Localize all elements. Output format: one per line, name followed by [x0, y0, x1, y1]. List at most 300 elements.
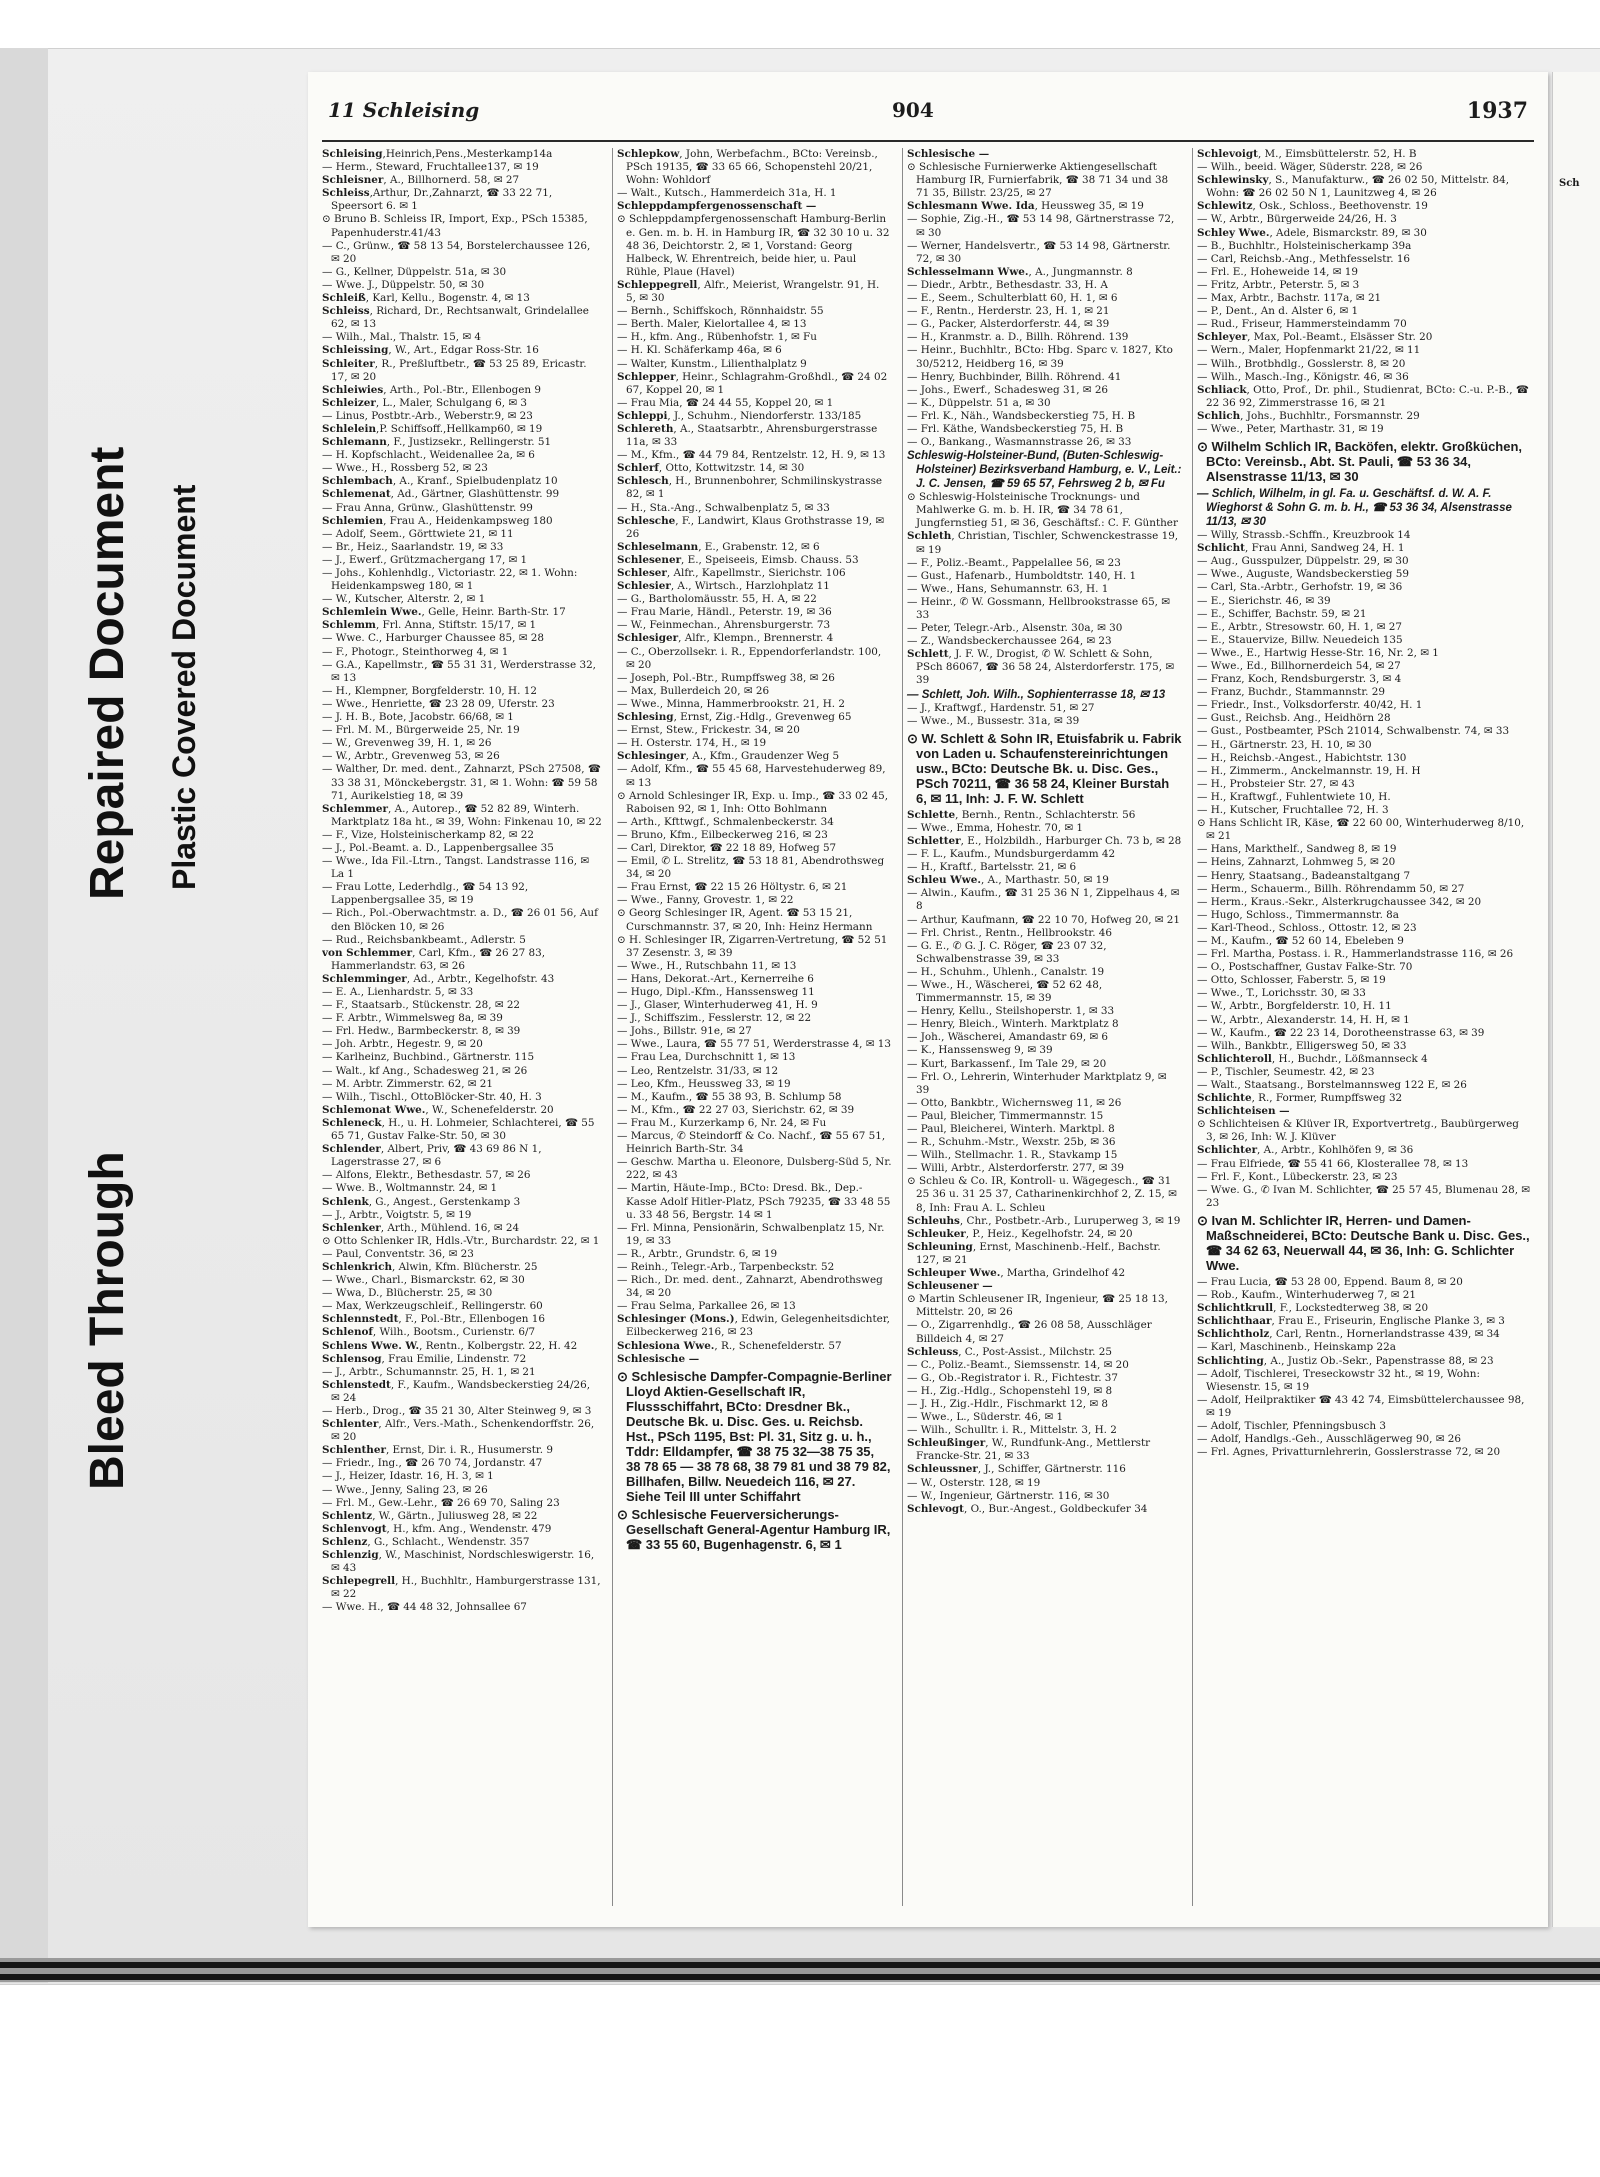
directory-entry: Schlenkrich, Alwin, Kfm. Blücherstr. 25: [322, 1260, 538, 1273]
directory-entry: Schlensog, Frau Emilie, Lindenstr. 72: [322, 1352, 527, 1365]
directory-entry: — Adolf, Heilpraktiker ☎ 43 42 74, Eimsbüttelerchaussee 98, ✉ 19: [1197, 1393, 1525, 1419]
directory-entry: — Henry, Bleich., Winterh. Marktplatz 8: [907, 1018, 1119, 1031]
directory-entry: Schlennstedt, F., Pol.-Btr., Ellenbogen 16: [322, 1313, 545, 1326]
directory-entry: Schlichteroll, H., Buchdr., Lößmannseck 4: [1197, 1052, 1428, 1065]
directory-entry: — Emil, ✆ L. Strelitz, ☎ 53 18 81, Abendrothsweg 34, ✉ 20: [617, 855, 885, 881]
directory-entry: ⊙ Schleppdampfergenossenschaft Hamburg-Berlin e. Gen. m. b. H. in Hamburg IR, ☎ 32 30 10 u. 32 48 36, Deichtorstr. 2, ✉ 1, Vorstand: Georg Halbeck, W. Ehrentreich, beide hier, u. Paul Rühle, Plaue (Havel): [617, 213, 890, 278]
bleed-through-label: Bleed Through: [81, 1151, 134, 1490]
directory-entry: ⊙ W. Schlett & Sohn IR, Etuisfabrik u. Fabrik von Laden u. Schaufenstereinrichtungen usw., BCto: Deutsche Bk. u. Disc. Ges., PSch 70211, ☎ 36 58 24, Kleiner Burstah 6, ✉ 11, Inh: J. F. W. Schlett: [907, 730, 1182, 806]
directory-entry: ⊙ Otto Schlenker IR, Hdls.-Vtr., Burchardstr. 22, ✉ 1: [322, 1234, 600, 1247]
directory-entry: — W., Arbtr., Bürgerweide 24/26, H. 3: [1197, 213, 1397, 226]
directory-entry: — Rud., Friseur, Hammersteindamm 70: [1197, 318, 1407, 331]
directory-entry: — W., Arbtr., Alexanderstr. 14, H. H, ✉ 1: [1197, 1013, 1410, 1026]
directory-entry: Schlemenat, Ad., Gärtner, Glashüttenstr. 99: [322, 488, 560, 501]
directory-entry: Schlepper, Heinr., Schlagrahm-Großhdl., ☎ 24 02 67, Koppel 20, ✉ 1: [617, 370, 888, 396]
columns: [322, 148, 1534, 1906]
directory-entry: — Z., Wandsbeckerchaussee 264, ✉ 23: [907, 635, 1112, 648]
directory-entry: — Wwe., Henriette, ☎ 23 28 09, Uferstr. 23: [322, 697, 555, 710]
directory-entry: — Hugo, Dipl.-Kfm., Hanssensweg 11: [617, 986, 815, 998]
directory-entry: Schleselmann, E., Grabenstr. 12, ✉ 6: [617, 540, 820, 553]
directory-entry: Schlemmer, A., Autorep., ☎ 52 82 89, Winterh. Marktplatz 18a ht., ✉ 39, Wohn: Finkenau 10, ✉ 22: [322, 802, 602, 828]
directory-entry: — Herm., Schauerm., Billh. Röhrendamm 50, ✉ 27: [1197, 882, 1465, 895]
directory-entry: Schlichtholz, Carl, Rentn., Hornerlandstrasse 439, ✉ 34: [1197, 1328, 1500, 1341]
directory-entry: — K., Hanssensweg 9, ✉ 39: [907, 1044, 1053, 1057]
directory-entry: — Friedr., Inst., Volksdorferstr. 40/42, H. 1: [1197, 699, 1423, 712]
directory-entry: Schlelein,P. Schiffsoff.,Hellkamp60, ✉ 19: [322, 422, 543, 435]
directory-entry: ⊙ Bruno B. Schleiss IR, Import, Exp., PSch 15385, Papenhuderstr.41/43: [322, 213, 588, 239]
directory-entry: — Wwe., Charl., Bismarckstr. 62, ✉ 30: [322, 1274, 525, 1287]
directory-entry: — R., Arbtr., Grundstr. 6, ✉ 19: [617, 1247, 778, 1260]
directory-entry: — Wwe., Ida Fil.-Ltrn., Tangst. Landstrasse 116, ✉ La 1: [322, 855, 590, 881]
directory-entry: — Wwe., Jenny, Saling 23, ✉ 26: [322, 1483, 488, 1496]
directory-entry: — Paul, Bleicher, Timmermannstr. 15: [907, 1109, 1104, 1122]
directory-entry: Schleiter, R., Preßluftbetr., ☎ 53 25 89, Ericastr. 17, ✉ 20: [322, 357, 587, 383]
directory-entry: Schleizer, L., Maler, Schulgang 6, ✉ 3: [322, 396, 528, 409]
directory-entry: — Wwe., H., Wäscherei, ☎ 52 62 48, Timmermannstr. 15, ✉ 39: [907, 978, 1103, 1005]
directory-entry: ⊙ Martin Schleusener IR, Ingenieur, ☎ 25 18 13, Mittelstr. 20, ✉ 26: [907, 1293, 1168, 1319]
directory-entry: — Wwe., Auguste, Wandsbeckerstieg 59: [1197, 568, 1409, 581]
directory-entry: — Aug., Gusspulzer, Düppelstr. 29, ✉ 30: [1197, 555, 1409, 568]
directory-entry: — Walt., Staatsang., Borstelmannsweg 122 E, ✉ 26: [1197, 1079, 1467, 1091]
directory-entry: Schleiss, Richard, Dr., Rechtsanwalt, Grindelallee 62, ✉ 13: [322, 305, 589, 331]
directory-entry: Schleuning, Ernst, Maschinenb.-Helf., Bachstr. 127, ✉ 21: [907, 1240, 1161, 1266]
directory-entry: — M., Kfm., ☎ 22 27 03, Sierichstr. 62, ✉ 39: [617, 1103, 855, 1116]
directory-entry: — Adolf, Tischler, Pfenningsbusch 3: [1197, 1419, 1386, 1432]
directory-entry: — H., Kraftwgf., Fuhlentwiete 10, H.: [1197, 790, 1391, 803]
directory-entry: — Wwe., T., Lorichsstr. 30, ✉ 33: [1197, 987, 1366, 1000]
directory-entry: — F., Poliz.-Beamt., Pappelallee 56, ✉ 23: [907, 556, 1121, 569]
directory-entry: — Wwe., Emma, Hohestr. 70, ✉ 1: [907, 821, 1083, 834]
directory-entry: — Wwe., H., Rossberg 52, ✉ 23: [322, 462, 488, 475]
directory-entry: Schley Wwe., Adele, Bismarckstr. 89, ✉ 30: [1197, 226, 1427, 239]
directory-entry: — H. Osterstr. 174, H., ✉ 19: [617, 737, 767, 750]
directory-entry: — C., Poliz.-Beamt., Siemssenstr. 14, ✉ 20: [907, 1358, 1129, 1371]
year: 1937: [1466, 98, 1528, 124]
directory-entry: Schlichthaar, Frau E., Friseurin, Englische Planke 3, ✉ 3: [1197, 1315, 1505, 1328]
directory-entry: — Wilh., Mal., Thalstr. 15, ✉ 4: [322, 331, 482, 344]
directory-entry: — G., Bartholomäusstr. 55, H. A, ✉ 22: [617, 593, 817, 606]
directory-entry: Schlemonat Wwe., W., Schenefelderstr. 20: [322, 1103, 554, 1116]
directory-entry: ⊙ Hans Schlicht IR, Käse, ☎ 22 60 00, Winterhuderweg 8/10, ✉ 21: [1197, 817, 1525, 843]
directory-entry: Schlesener, E., Speiseeis, Eimsb. Chauss. 53: [617, 553, 859, 566]
directory-entry: — Franz, Buchdr., Stammannstr. 29: [1197, 686, 1385, 699]
directory-entry: — Arthur, Kaufmann, ☎ 22 10 70, Hofweg 20, ✉ 21: [907, 913, 1181, 926]
directory-entry: — Berth. Maler, Kielortallee 4, ✉ 13: [617, 318, 807, 331]
directory-entry: — H., Zig.-Hdlg., Schopenstehl 19, ✉ 8: [907, 1384, 1113, 1397]
directory-entry: — Frl. E., Hoheweide 14, ✉ 19: [1197, 265, 1358, 278]
directory-entry: — Frl. M., Gew.-Lehr., ☎ 26 69 70, Saling 23: [322, 1496, 560, 1509]
directory-entry: — Henry, Buchbinder, Billh. Röhrend. 41: [907, 370, 1122, 383]
directory-entry: Schlesselmann Wwe., A., Jungmannstr. 8: [907, 265, 1133, 278]
directory-entry: ⊙ Wilhelm Schlich IR, Backöfen, elektr. Großküchen, BCto: Vereinsb., Abt. St. Pauli, ☎ 53 36 34, Alsenstrasse 11/13, ✉ 30: [1197, 439, 1523, 485]
directory-entry: — Willy, Strassb.-Schffn., Kreuzbrook 14: [1197, 529, 1411, 542]
directory-entry: — G., Ob.-Registrator i. R., Fichtestr. 37: [907, 1371, 1119, 1384]
directory-entry: Schlichting, A., Justiz Ob.-Sekr., Papenstrasse 88, ✉ 23: [1197, 1354, 1494, 1367]
directory-entry: — Kurt, Barkassenf., Im Tale 29, ✉ 20: [907, 1057, 1107, 1070]
directory-entry: — Wilh., Bankbtr., Elligersweg 50, ✉ 33: [1197, 1039, 1407, 1052]
directory-entry: — Frl. Minna, Pensionärin, Schwalbenplatz 15, Nr. 19, ✉ 33: [617, 1221, 885, 1247]
directory-entry: Schleppegrell, Alfr., Meierist, Wrangelstr. 91, H. 5, ✉ 30: [617, 278, 880, 305]
plastic-covered-label: Plastic Covered Document: [166, 484, 202, 890]
directory-entry: Schleuss, C., Post-Assist., Milchstr. 25: [907, 1345, 1113, 1358]
directory-entry: — Schlich, Wilhelm, in gl. Fa. u. Geschäftsf. d. W. A. F. Wieghorst & Sohn G. m. b. H., ☎ 53 36 34, Alsenstrasse 11/13, ✉ 30: [1197, 488, 1512, 529]
directory-entry: — W., Kaufm., ☎ 22 23 14, Dorotheenstrasse 63, ✉ 39: [1197, 1026, 1485, 1039]
directory-entry: — Karl-Theod., Schloss., Ottostr. 12, ✉ 23: [1197, 921, 1417, 934]
directory-entry: ⊙ Schlesische Feuerversicherungs-Gesellschaft General-Agentur Hamburg IR, ☎ 33 55 60, Bugenhagenstr. 6, ✉ 1: [617, 1506, 891, 1552]
directory-entry: — Schlett, Joh. Wilh., Sophienterrasse 18, ✉ 13: [907, 688, 1166, 701]
directory-entry: Schleiß, Karl, Kellu., Bogenstr. 4, ✉ 13: [322, 292, 530, 305]
directory-entry: Schleppi, J., Schuhm., Niendorferstr. 133/185: [617, 409, 862, 422]
directory-entry: — Frl. Martha, Postass. i. R., Hammerlandstrasse 116, ✉ 26: [1197, 948, 1514, 961]
directory-entry: — Walther, Dr. med. dent., Zahnarzt, PSch 27508, ☎ 33 38 31, Mönckebergstr. 31, ✉ 1. Wohn: ☎ 59 58 71, Aurikelstieg 18, ✉ 39: [322, 763, 601, 802]
directory-entry: — O., Postschaffner, Gustav Falke-Str. 70: [1197, 961, 1413, 974]
directory-entry: — Johs., Kohlenhdlg., Victoriastr. 22, ✉ 1. Wohn: Heidenkampsweg 180, ✉ 1: [322, 567, 578, 593]
directory-entry: Schleising,Heinrich,Pens.,Mesterkamp14a: [322, 148, 553, 160]
directory-entry: — P., Tischler, Seumestr. 42, ✉ 23: [1197, 1065, 1375, 1078]
directory-entry: — Otto, Schlosser, Faberstr. 5, ✉ 19: [1197, 974, 1386, 987]
directory-entry: Schlichte, R., Former, Rumpffsweg 32: [1197, 1092, 1403, 1105]
directory-entry: — Hugo, Schloss., Timmermannstr. 8a: [1197, 908, 1399, 921]
directory-entry: — Wwe., Ed., Billhornerdeich 54, ✉ 27: [1197, 660, 1401, 672]
directory-entry: Schlette, Bernh., Rentn., Schlachterstr. 56: [907, 808, 1136, 821]
directory-entry: — Wwe., Peter, Marthastr. 31, ✉ 19: [1197, 422, 1384, 435]
directory-entry: — Wilh., Schulltr. i. R., Mittelstr. 3, H. 2: [907, 1424, 1117, 1437]
directory-entry: Schlemann, F., Justizsekr., Rellingerstr. 51: [322, 436, 552, 449]
directory-entry: ⊙ Schleswig-Holsteinische Trocknungs- und Mahlwerke G. m. b. H. IR, ☎ 34 78 61, Jungfernstieg 51, ✉ 36, Geschäftsf.: C. F. Günther: [907, 491, 1178, 530]
directory-entry: — Gust., Reichsb. Ang., Heidhörn 28: [1197, 712, 1391, 725]
directory-entry: — H., kfm. Ang., Rübenhofstr. 1, ✉ Fu: [617, 331, 817, 344]
directory-entry: Schleser, Alfr., Kapellmstr., Sierichstr. 106: [617, 567, 846, 579]
scanner-bottom-band: [0, 1958, 1600, 1982]
directory-entry: — Wwe., Laura, ☎ 55 77 51, Werderstrasse 4, ✉ 13: [617, 1038, 891, 1051]
directory-entry: Schlenk, G., Angest., Gerstenkamp 3: [322, 1195, 521, 1208]
directory-entry: — Max, Arbtr., Bachstr. 117a, ✉ 21: [1197, 292, 1382, 305]
directory-entry: — Arth., Kfttwgf., Schmalenbeckerstr. 34: [617, 815, 834, 828]
directory-entry: Schlesche, F., Landwirt, Klaus Grothstrasse 19, ✉ 26: [617, 514, 885, 540]
directory-entry: — F. Arbtr., Wimmelsweg 8a, ✉ 39: [322, 1012, 503, 1025]
directory-entry: Schlesische —: [617, 1352, 700, 1365]
directory-entry: — Br., Heiz., Saarlandstr. 19, ✉ 33: [322, 540, 504, 553]
directory-entry: von Schlemmer, Carl, Kfm., ☎ 26 27 83, Hammerlandstr. 63, ✉ 26: [322, 946, 546, 972]
directory-entry: — Adolf, Handlgs.-Geh., Ausschlägerweg 90, ✉ 26: [1197, 1433, 1461, 1446]
directory-entry: — Paul, Bleicherei, Winterh. Marktpl. 8: [907, 1123, 1115, 1135]
directory-entry: — P., Dent., An d. Alster 6, ✉ 1: [1197, 305, 1359, 318]
directory-entry: — Wwe., Fanny, Grovestr. 1, ✉ 22: [617, 894, 794, 907]
directory-entry: — J., Heizer, Idastr. 16, H. 3, ✉ 1: [322, 1470, 494, 1483]
directory-entry: Schlenz, G., Schlacht., Wendenstr. 357: [322, 1535, 530, 1548]
directory-entry: Schlender, Albert, Priv, ☎ 43 69 86 N 1, Lagerstrasse 27, ✉ 6: [322, 1143, 542, 1169]
directory-entry: Schlesische —: [907, 148, 990, 160]
page-header: [322, 98, 1534, 134]
directory-entry: — W., Ingenieur, Gärtnerstr. 116, ✉ 30: [907, 1489, 1110, 1502]
directory-entry: — Gust., Postbeamter, PSch 21014, Schwalbenstr. 74, ✉ 33: [1197, 725, 1510, 738]
directory-entry: — Wwe., E., Hartwig Hesse-Str. 16, Nr. 2, ✉ 1: [1197, 646, 1439, 659]
directory-entry: — G., Kellner, Düppelstr. 51a, ✉ 30: [322, 265, 507, 278]
directory-entry: — J., Pol.-Beamt. a. D., Lappenbergsallee 35: [322, 841, 554, 854]
directory-entry: — Friedr., Ing., ☎ 26 70 74, Jordanstr. 47: [322, 1457, 543, 1470]
directory-entry: Schlenter, Alfr., Vers.-Math., Schenkendorffstr. 26, ✉ 20: [322, 1418, 595, 1444]
directory-entry: — Heinr., ✆ W. Gossmann, Hellbrookstrasse 65, ✉ 33: [907, 595, 1170, 621]
directory-page: [308, 72, 1548, 1927]
directory-entry: — Wwe., H., Rutschbahn 11, ✉ 13: [617, 959, 797, 972]
directory-entry: — Wilh., Brotbhdlg., Gosslerstr. 8, ✉ 20: [1197, 357, 1406, 370]
directory-entry: — Wwe., Hans, Sehumannstr. 63, H. 1: [907, 582, 1109, 595]
directory-entry: — C., Grünw., ☎ 58 13 54, Borstelerchaussee 126, ✉ 20: [322, 239, 591, 265]
directory-entry: — Herm., Kraus.-Sekr., Alsterkrugchaussee 342, ✉ 20: [1197, 895, 1482, 908]
column-3: [902, 148, 1182, 1906]
directory-entry: — W., Osterstr. 128, ✉ 19: [907, 1476, 1041, 1489]
directory-entry: — H. Kopfschlacht., Weidenallee 2a, ✉ 6: [322, 449, 535, 462]
directory-entry: — F., Rentn., Herderstr. 23, H. 1, ✉ 21: [907, 305, 1110, 318]
scanner-left-strip: [0, 48, 48, 1983]
directory-entry: Schlepkow, John, Werbefachm., BCto: Vereinsb., PSch 19135, ☎ 33 65 66, Schopenstehl 20/21, Wohn: Wohldorf: [617, 148, 878, 187]
directory-entry: — Wilh., Stellmachr. 1. R., Stavkamp 15: [907, 1149, 1118, 1162]
directory-entry: — Frau Anna, Grünw., Glashüttenstr. 99: [322, 501, 533, 514]
directory-entry: — M., Kaufm., ☎ 55 38 93, B. Schlump 58: [617, 1090, 842, 1103]
side-labels: [80, 380, 240, 1500]
directory-entry: — Frl. M. M., Bürgerweide 25, Nr. 19: [322, 724, 520, 737]
directory-entry: — Walter, Kunstm., Lilienthalplatz 9: [617, 357, 807, 370]
directory-entry: — Carl, Direktor, ☎ 22 18 89, Hofweg 57: [617, 841, 837, 854]
directory-entry: — Heinr., Buchhltr., BCto: Hbg. Sparc v. 1827, Kto 30/5212, Heidberg 16, ✉ 39: [907, 344, 1173, 370]
directory-entry: ⊙ H. Schlesinger IR, Zigarren-Vertretung, ☎ 52 51 37 Zesenstr. 3, ✉ 39: [617, 933, 888, 959]
directory-entry: — Frau Selma, Parkallee 26, ✉ 13: [617, 1300, 796, 1313]
directory-entry: — Herb., Drog., ☎ 35 21 30, Alter Steinweg 9, ✉ 3: [322, 1405, 592, 1417]
directory-entry: — W., Arbtr., Grevenweg 53, ✉ 26: [322, 750, 500, 763]
directory-entry: — Henry, Kellu., Steilshoperstr. 1, ✉ 33: [907, 1005, 1115, 1018]
directory-entry: Schlicht, Frau Anni, Sandweg 24, H. 1: [1197, 542, 1405, 555]
directory-entry: Schlereth, A., Staatsarbtr., Ahrensburgerstrasse 11a, ✉ 33: [617, 422, 878, 449]
column-4: [1192, 148, 1532, 1906]
directory-entry: — Franz, Koch, Rendsburgerstr. 3, ✉ 4: [1197, 673, 1402, 686]
directory-entry: ⊙ Arnold Schlesinger IR, Exp. u. Imp., ☎ 33 02 45, Raboisen 92, ✉ 1, Inh: Otto Bohlmann: [617, 789, 889, 815]
directory-entry: — Henry, Staatsang., Badeanstaltgang 7: [1197, 869, 1411, 882]
directory-entry: — E., Sierichstr. 46, ✉ 39: [1197, 594, 1331, 607]
directory-entry: Schleußinger, W., Rundfunk-Ang., Mettlerstr Francke-Str. 21, ✉ 33: [907, 1437, 1151, 1463]
directory-entry: ⊙ Schlesische Dampfer-Compagnie-Berliner Lloyd Aktien-Gesellschaft IR, Flussschiffahrt, BCto: Dresdner Bk., Deutsche Bk. u. Disc. Ges. u. Reichsb. Hst., PSch 1195, Bst: Pl. 31, Sitz g. u. h., Tddr: Elldampfer, ☎ 38 75 32—38 75 35, 38 78 65 — 38 78 68, 38 79 81 und 38 79 82, Billhafen, Billw. Neuedeich 116, ✉ 27. Siehe Teil III unter Schiffahrt: [617, 1368, 892, 1504]
directory-entry: Schlenvogt, H., kfm. Ang., Wendenstr. 479: [322, 1522, 552, 1535]
directory-entry: Schleth, Christian, Tischler, Schwenckestrasse 19, ✉ 19: [907, 530, 1179, 556]
directory-entry: Schlesing, Ernst, Zig.-Hdlg., Grevenweg 65: [617, 711, 852, 724]
next-page-edge: [1552, 72, 1600, 1927]
directory-entry: — Frau Ernst, ☎ 22 15 26 Höltystr. 6, ✉ 21: [617, 881, 848, 894]
directory-entry: — J., Arbtr., Voigtstr. 5, ✉ 19: [322, 1208, 472, 1221]
directory-entry: — Adolf, Kfm., ☎ 55 45 68, Harvestehuderweg 89, ✉ 13: [617, 763, 886, 789]
directory-entry: — Reinh., Telegr.-Arb., Tarpenbeckstr. 52: [617, 1260, 835, 1273]
directory-entry: ⊙ Georg Schlesinger IR, Agent. ☎ 53 15 21, Curschmannstr. 37, ✉ 20, Inh: Heinz Hermann: [617, 907, 873, 933]
directory-entry: — Frl. O., Lehrerin, Winterhuder Marktplatz 9, ✉ 39: [907, 1070, 1167, 1096]
directory-entry: — J., Arbtr., Schumannstr. 25, H. 1, ✉ 21: [322, 1365, 536, 1378]
directory-entry: Schleissing, W., Art., Edgar Ross-Str. 16: [322, 344, 539, 357]
directory-entry: — Wwe. H., ☎ 44 48 32, Johnsallee 67: [322, 1601, 527, 1614]
directory-entry: — Frau Marie, Händl., Peterstr. 19, ✉ 36: [617, 606, 832, 619]
directory-entry: — H., Reichsb.-Angest., Habichtstr. 130: [1197, 751, 1407, 764]
directory-entry: Schleiwies, Arth., Pol.-Btr., Ellenbogen 9: [322, 383, 541, 396]
directory-entry: Schleuper Wwe., Martha, Grindelhof 42: [907, 1267, 1126, 1280]
directory-entry: Schlemlein Wwe., Gelle, Heinr. Barth-Str. 17: [322, 606, 566, 619]
directory-entry: Schlevogt, O., Bur.-Angest., Goldbeckufer 34: [907, 1502, 1148, 1515]
directory-entry: Schlenstedt, F., Kaufm., Wandsbeckerstieg 24/26, ✉ 24: [322, 1378, 591, 1404]
directory-entry: — J. H., Zig.-Hdlr., Fischmarkt 12, ✉ 8: [907, 1397, 1109, 1410]
directory-entry: — Johs., Ewerf., Schadesweg 31, ✉ 26: [907, 383, 1109, 396]
directory-entry: — Wwe., M., Bussestr. 31a, ✉ 39: [907, 714, 1080, 727]
directory-entry: Schlepegrell, H., Buchhltr., Hamburgerstrasse 131, ✉ 22: [322, 1575, 601, 1601]
directory-entry: Schlesiger, Alfr., Klempn., Brennerstr. 4: [617, 632, 834, 645]
directory-entry: — M. Arbtr. Zimmerstr. 62, ✉ 21: [322, 1077, 494, 1090]
directory-entry: — F., Photogr., Steinthorweg 4, ✉ 1: [322, 645, 509, 658]
directory-entry: — Peter, Telegr.-Arb., Alsenstr. 30a, ✉ 30: [907, 622, 1123, 635]
directory-entry: — K., Düppelstr. 51 a, ✉ 30: [907, 396, 1051, 409]
directory-entry: — G.A., Kapellmstr., ☎ 55 31 31, Werderstrasse 32, ✉ 13: [322, 658, 596, 684]
directory-entry: — Joh., Wäscherei, Amandastr 69, ✉ 6: [907, 1031, 1109, 1044]
directory-entry: — H., Probsteier Str. 27, ✉ 43: [1197, 777, 1355, 790]
directory-entry: Schleisner, A., Billhornerd. 58, ✉ 27: [322, 174, 520, 187]
directory-entry: — Frau M., Kurzerkamp 6, Nr. 24, ✉ Fu: [617, 1116, 827, 1129]
directory-entry: Schlichter, A., Arbtr., Kohlhöfen 9, ✉ 36: [1197, 1144, 1414, 1157]
directory-entry: — E., Schiffer, Bachstr. 59, ✉ 21: [1197, 607, 1367, 620]
directory-entry: — Rich., Pol.-Oberwachtmstr. a. D., ☎ 26 01 56, Auf den Blöcken 10, ✉ 26: [322, 907, 598, 933]
directory-entry: Schlerf, Otto, Kottwitzstr. 14, ✉ 30: [617, 462, 805, 475]
directory-entry: Schleneck, H., u. H. Lohmeier, Schlachterei, ☎ 55 65 71, Gustav Falke-Str. 50, ✉ 30: [322, 1116, 595, 1143]
directory-entry: — Ernst, Stew., Frickestr. 34, ✉ 20: [617, 724, 800, 737]
directory-entry: — Leo, Rentzelstr. 31/33, ✉ 12: [617, 1064, 779, 1077]
directory-entry: Schlich, Johs., Buchhltr., Forsmannstr. 29: [1197, 409, 1420, 422]
directory-entry: — Wwe. B., Woltmannstr. 24, ✉ 1: [322, 1182, 498, 1195]
directory-entry: — F., Vize, Holsteinischerkamp 82, ✉ 22: [322, 828, 535, 841]
column-1: [322, 148, 602, 1906]
directory-entry: — H., Sta.-Ang., Schwalbenplatz 5, ✉ 33: [617, 501, 830, 514]
directory-entry: — F. L., Kaufm., Mundsburgerdamm 42: [907, 848, 1116, 861]
directory-entry: — J., Glaser, Winterhuderweg 41, H. 9: [617, 999, 818, 1012]
directory-entry: — C., Oberzollsekr. i. R., Eppendorferlandstr. 100, ✉ 20: [617, 645, 882, 671]
directory-entry: — Paul, Conventstr. 36, ✉ 23: [322, 1247, 474, 1260]
directory-entry: — Johs., Billstr. 91e, ✉ 27: [617, 1025, 752, 1038]
directory-entry: — M., Kfm., ☎ 44 79 84, Rentzelstr. 12, H. 9, ✉ 13: [617, 449, 886, 462]
directory-entry: Schlemm, Frl. Anna, Stiftstr. 15/17, ✉ 1: [322, 619, 537, 632]
directory-entry: Schlett, J. F. W., Drogist, ✆ W. Schlett & Sohn, PSch 86067, ☎ 36 58 24, Alsterdorferstr. 175, ✉ 39: [907, 648, 1175, 687]
directory-entry: — J., Schiffszim., Fesslerstr. 12, ✉ 22: [617, 1012, 812, 1025]
directory-entry: Schleu Wwe., A., Marthastr. 50, ✉ 19: [907, 874, 1109, 887]
directory-entry: Schleswig-Holsteiner-Bund, (Buten-Schleswig-Holsteiner) Bezirksverband Hamburg, e. V., Leit.: J. C. Jensen, ☎ 59 65 57, Fehrsweg 2 b, ✉ Fu: [907, 450, 1182, 491]
directory-entry: — Bernh., Schiffskoch, Rönnhaidstr. 55: [617, 305, 824, 318]
directory-entry: Schleuhs, Chr., Postbetr.-Arb., Luruperweg 3, ✉ 19: [907, 1214, 1181, 1227]
directory-entry: — E., Arbtr., Stresowstr. 60, H. 1, ✉ 27: [1197, 620, 1402, 633]
directory-entry: — Leo, Kfm., Heussweg 33, ✉ 19: [617, 1077, 791, 1090]
directory-entry: Schlenof, Wilh., Bootsm., Curienstr. 6/7: [322, 1326, 536, 1339]
directory-entry: — Frau Mia, ☎ 24 44 55, Koppel 20, ✉ 1: [617, 396, 834, 409]
directory-entry: — H., Schuhm., Uhlenh., Canalstr. 19: [907, 965, 1105, 978]
directory-entry: — B., Buchhltr., Holsteinischerkamp 39a: [1197, 239, 1412, 252]
directory-entry: Schlesch, H., Brunnenbohrer, Schmilinskystrasse 82, ✉ 1: [617, 475, 883, 501]
directory-entry: — Frl. Christ., Rentn., Hellbrookstr. 46: [907, 926, 1113, 939]
directory-entry: Schlemminger, Ad., Arbtr., Kegelhofstr. 43: [322, 972, 555, 985]
column-2: [612, 148, 892, 1906]
directory-entry: ⊙ Schlesische Furnierwerke Aktiengesellschaft Hamburg IR, Furnierfabrik, ☎ 38 71 34 und 38 71 35, Billstr. 23/25, ✉ 27: [907, 161, 1169, 200]
directory-entry: — G. E., ✆ G. J. C. Röger, ☎ 23 07 32, Schwalbenstrasse 39, ✉ 33: [907, 939, 1107, 965]
directory-entry: Schlichteisen —: [1197, 1105, 1290, 1118]
directory-entry: — Otto, Bankbtr., Wichernsweg 11, ✉ 26: [907, 1096, 1122, 1109]
directory-entry: — Gust., Hafenarb., Humboldtstr. 140, H. 1: [907, 569, 1137, 582]
directory-entry: — Martin, Häute-Imp., BCto: Dresd. Bk., Dep.-Kasse Adolf Hitler-Platz, PSch 79235, ☎ 33 48 55 u. 33 48 56, Bergstr. 14 ✉ 1: [617, 1182, 891, 1221]
directory-entry: Schlesinger (Mons.), Edwin, Gelegenheitsdichter, Eilbeckerweg 216, ✉ 23: [617, 1313, 890, 1339]
directory-entry: — Rob., Kaufm., Winterhuderweg 7, ✉ 21: [1197, 1289, 1416, 1302]
directory-entry: — Marcus, ✆ Steindorff & Co. Nachf., ☎ 55 67 51, Heinrich Barth-Str. 34: [617, 1130, 886, 1156]
directory-entry: — H., Klempner, Borgfelderstr. 10, H. 12: [322, 684, 537, 697]
directory-entry: ⊙ Schlichteisen & Klüver IR, Exportvertretg., Baubürgerweg 3, ✉ 26, Inh: W. J. Klüver: [1197, 1118, 1519, 1144]
directory-entry: — Rud., Reichsbankbeamt., Adlerstr. 5: [322, 933, 526, 946]
directory-entry: — G., Packer, Alsterdorferstr. 44, ✉ 39: [907, 318, 1110, 331]
directory-entry: ⊙ Schleu & Co. IR, Kontroll- u. Wägegesch., ☎ 31 25 36 u. 31 25 37, Catharinenkirchhof 2, Z. 15, ✉ 8, Inh: Frau A. L. Schleu: [907, 1175, 1177, 1214]
directory-entry: ⊙ Ivan M. Schlichter IR, Herren- und Damen-Maßschneiderei, BCto: Deutsche Bank u. Disc. Ges., ☎ 34 62 63, Neuerwall 44, ✉ 36, Inh: G. Schlichter Wwe.: [1197, 1212, 1530, 1273]
directory-entry: — Adolf, Tischlerei, Treseckowstr 32 ht., ✉ 19, Wohn: Wiesenstr. 15, ✉ 19: [1197, 1367, 1480, 1393]
directory-entry: — Frl. Hedw., Barmbeckerstr. 8, ✉ 39: [322, 1025, 521, 1038]
directory-entry: — H., Kranmstr. a. D., Billh. Röhrend. 139: [907, 331, 1129, 344]
directory-entry: — Walt., Kutsch., Hammerdeich 31a, H. 1: [617, 187, 837, 200]
directory-entry: — H. Kl. Schäferkamp 46a, ✉ 6: [617, 344, 782, 357]
directory-entry: Schlenzig, W., Maschinist, Nordschleswigerstr. 16, ✉ 43: [322, 1549, 595, 1575]
directory-entry: Schleussner, J., Schiffer, Gärtnerstr. 116: [907, 1463, 1126, 1476]
directory-entry: — Linus, Postbtr.-Arb., Weberstr.9, ✉ 23: [322, 409, 533, 422]
directory-entry: Schlentz, W., Gärtn., Juliusweg 28, ✉ 22: [322, 1509, 538, 1522]
directory-entry: — Wwe., Minna, Hammerbrookstr. 21, H. 2: [617, 697, 846, 710]
directory-entry: — Carl, Sta.-Arbtr., Gerhofstr. 19, ✉ 36: [1197, 581, 1403, 594]
directory-entry: — W., Feinmechan., Ahrensburgerstr. 73: [617, 619, 831, 632]
directory-entry: — H., Gärtnerstr. 23, H. 10, ✉ 30: [1197, 738, 1372, 751]
directory-entry: — Wwe. C., Harburger Chaussee 85, ✉ 28: [322, 632, 544, 645]
directory-entry: — E., Seem., Schulterblatt 60, H. 1, ✉ 6: [907, 292, 1118, 305]
directory-entry: — Hans, Dekorat.-Art., Kernerreihe 6: [617, 972, 814, 985]
directory-entry: — Frau Elfriede, ☎ 55 41 66, Klosterallee 78, ✉ 13: [1197, 1157, 1469, 1170]
directory-entry: Schletter, E., Holzbildh., Harburger Ch. 73 b, ✉ 28: [907, 834, 1182, 847]
next-page-fragment: Sch: [1559, 178, 1580, 189]
directory-entry: — Carl, Reichsb.-Ang., Methfesselstr. 16: [1197, 252, 1411, 265]
directory-entry: — E. A., Lienhardstr. 5, ✉ 33: [322, 986, 474, 998]
directory-entry: — Walt., kf Ang., Schadesweg 21, ✉ 26: [322, 1064, 528, 1077]
directory-entry: — R., Schuhm.-Mstr., Wexstr. 25b, ✉ 36: [907, 1136, 1116, 1149]
directory-entry: — Frl. Agnes, Privatturnlehrerin, Gosslerstrasse 72, ✉ 20: [1197, 1446, 1501, 1459]
directory-entry: Schlewinsky, S., Manufakturw., ☎ 26 02 50, Mittelstr. 84, Wohn: ☎ 26 02 50 N 1, Launitzweg 4, ✉ 26: [1197, 174, 1510, 200]
directory-entry: — Karl, Maschinenb., Heinskamp 22a: [1197, 1341, 1396, 1354]
directory-entry: Schlesinger, A., Kfm., Graudenzer Weg 5: [617, 750, 840, 763]
directory-entry: Schlens Wwe. W., Rentn., Kolbergstr. 22, H. 42: [322, 1339, 578, 1352]
directory-entry: Schlenker, Arth., Mühlend. 16, ✉ 24: [322, 1221, 520, 1234]
directory-entry: — O., Zigarrenhdlg., ☎ 26 08 58, Ausschläger Billdeich 4, ✉ 27: [907, 1319, 1152, 1345]
directory-entry: — Karlheinz, Buchbind., Gärtnerstr. 115: [322, 1051, 535, 1064]
directory-entry: — J. H. B., Bote, Jacobstr. 66/68, ✉ 1: [322, 711, 514, 724]
directory-entry: — H., Kutscher, Fruchtallee 72, H. 3: [1197, 804, 1389, 817]
directory-entry: — Wwe. J., Düppelstr. 50, ✉ 30: [322, 278, 485, 291]
directory-entry: — Wilh., beeid. Wäger, Süderstr. 228, ✉ 26: [1197, 161, 1423, 174]
header-rule: [322, 140, 1534, 142]
directory-entry: — Heins, Zahnarzt, Lohmweg 5, ✉ 20: [1197, 856, 1396, 869]
directory-entry: — Alwin., Kaufm., ☎ 31 25 36 N 1, Zippelhaus 4, ✉ 8: [907, 887, 1180, 913]
directory-entry: — Bruno, Kfm., Eilbeckerweg 216, ✉ 23: [617, 828, 828, 841]
directory-entry: — Geschw. Martha u. Eleonore, Dulsberg-Süd 5, Nr. 222, ✉ 43: [617, 1156, 892, 1182]
directory-entry: — F., Staatsarb., Stückenstr. 28, ✉ 22: [322, 999, 521, 1012]
directory-entry: — Sophie, Zig.-H., ☎ 53 14 98, Gärtnerstrasse 72, ✉ 30: [907, 213, 1175, 239]
directory-entry: — E., Stauervize, Billw. Neuedeich 135: [1197, 633, 1403, 646]
repaired-document-label: Repaired Document: [81, 446, 134, 900]
directory-entry: — Diedr., Arbtr., Bethesdastr. 33, H. A: [907, 278, 1108, 291]
directory-entry: — Frl. K., Näh., Wandsbeckerstieg 75, H. B: [907, 409, 1136, 422]
directory-entry: — W., Kutscher, Alterstr. 2, ✉ 1: [322, 593, 486, 606]
directory-entry: — J., Kraftwgf., Hardenstr. 51, ✉ 27: [907, 701, 1095, 714]
directory-entry: — Joseph, Pol.-Btr., Rumpffsweg 38, ✉ 26: [617, 671, 835, 684]
directory-entry: — Wwa, D., Blücherstr. 25, ✉ 30: [322, 1287, 493, 1300]
directory-entry: Schlesier, A., Wirtsch., Harzlohplatz 11: [617, 580, 830, 593]
directory-entry: Schlichtkrull, F., Lockstedterweg 38, ✉ 20: [1197, 1302, 1429, 1315]
directory-entry: Schlenther, Ernst, Dir. i. R., Husumerstr. 9: [322, 1444, 553, 1457]
